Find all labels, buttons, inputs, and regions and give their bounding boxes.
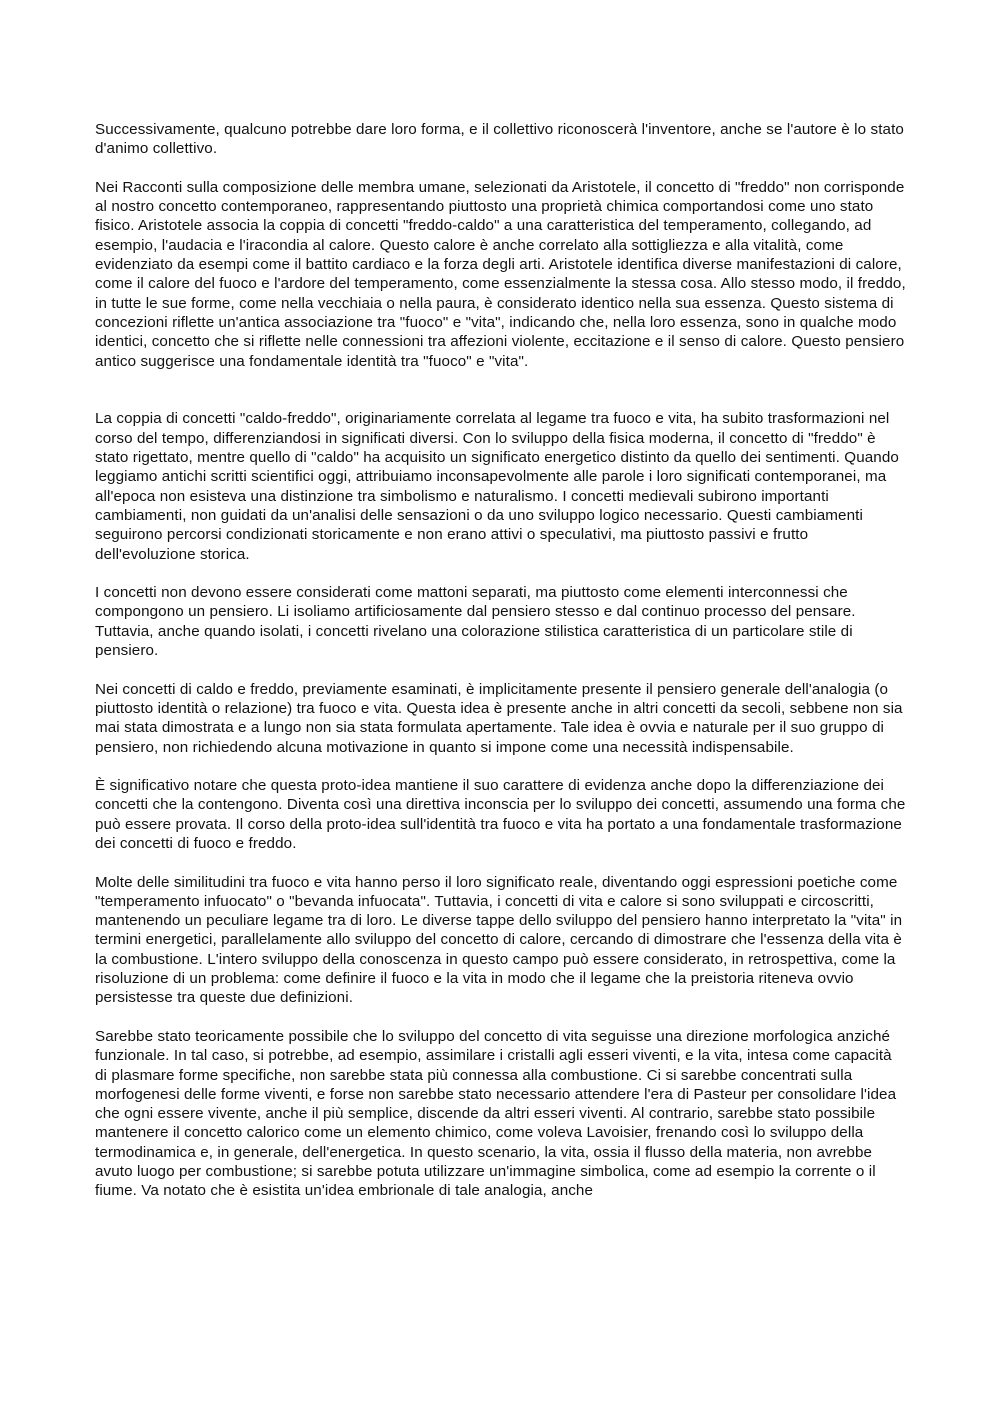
paragraph-2: Nei Racconti sulla composizione delle membra umane, selezionati da Aristotele, il concetto di "freddo" non corrisponde al nostro concetto contemporaneo, rappresentando piuttosto una proprietà chimica comportandosi come uno stato fisico. Aristotele associa la coppia di concetti "freddo-caldo" a una caratteristica del temperamento, collegando, ad esempio, l'audacia e l'iracondia al calore. Questo calore è anche correlato alla sottigliezza e alla vitalità, come evidenziato da esempi come il battito cardiaco e la forza degli arti. Aristotele identifica diverse manifestazioni di calore, come il calore del fuoco e l'ardore del temperamento, come essenzialmente la stessa cosa. Allo stesso modo, il freddo, in tutte le sue forme, come nella vecchiaia o nella paura, è considerato identico nella sua essenza. Questo sistema di concezioni riflette un'antica associazione tra "fuoco" e "vita", indicando che, nella loro essenza, sono in qualche modo identici, concetto che si riflette nelle connessioni tra affezioni violente, eccitazione e il senso di calore. Questo pensiero antico suggerisce una fondamentale identità tra "fuoco" e "vita". — [95, 178, 906, 370]
paragraph-8: Sarebbe stato teoricamente possibile che lo sviluppo del concetto di vita seguisse una direzione morfologica anziché funzionale. In tal caso, si potrebbe, ad esempio, assimilare i cristalli agli esseri viventi, e la vita, intesa come capacità di plasmare forme specifiche, non sarebbe stata più connessa alla combustione. Ci si sarebbe concentrati sulla morfogenesi delle forme viventi, e forse non sarebbe stato necessario attendere l'era di Pasteur per consolidare l'idea che ogni essere vivente, anche il più semplice, discende da altri esseri viventi. Al contrario, sarebbe stato possibile mantenere il concetto calorico come un elemento chimico, come voleva Lavoisier, frenando così lo sviluppo della termodinamica e, in generale, dell'energetica. In questo scenario, la vita, ossia il flusso della materia, non avrebbe avuto luogo per combustione; si sarebbe potuta utilizzare un'immagine simbolica, come ad esempio la corrente o il fiume. Va notato che è esistita un'idea embrionale di tale analogia, anche — [95, 1027, 897, 1200]
paragraph-4: I concetti non devono essere considerati come mattoni separati, ma piuttosto come elementi interconnessi che compongono un pensiero. Li isoliamo artificiosamente dal pensiero stesso e dal continuo processo del pensare. Tuttavia, anche quando isolati, i concetti rivelano una colorazione stilistica caratteristica di un particolare stile di pensiero. — [95, 584, 856, 660]
paragraph-1: Successivamente, qualcuno potrebbe dare loro forma, e il collettivo riconoscerà l'inventore, anche se l'autore è lo stato d'animo collettivo. — [95, 121, 904, 158]
paragraph-5: Nei concetti di caldo e freddo, previamente esaminati, è implicitamente presente il pensiero generale dell'analogia (o piuttosto identità o relazione) tra fuoco e vita. Questa idea è presente anche in altri concetti da secoli, sebbene non sia mai stata dimostrata e a lungo non sia stata formulata apertamente. Tale idea è ovvia e naturale per il suo gruppo di pensiero, non richiedendo alcuna motivazione in quanto si impone come una necessità indispensabile. — [95, 680, 903, 756]
paragraph-6: È significativo notare che questa proto-idea mantiene il suo carattere di evidenza anche dopo la differenziazione dei concetti che la contengono. Diventa così una direttiva inconscia per lo sviluppo dei concetti, assumendo una forma che può essere provata. Il corso della proto-idea sull'identità tra fuoco e vita ha portato a una fondamentale trasformazione dei concetti di fuoco e freddo. — [95, 777, 906, 852]
paragraph-3: La coppia di concetti "caldo-freddo", originariamente correlata al legame tra fuoco e vita, ha subito trasformazioni nel corso del tempo, differenziandosi in significati diversi. Con lo sviluppo della fisica moderna, il concetto di "freddo" è stato rigettato, mentre quello di "caldo" ha acquisito un significato energetico distinto da quello dei sentimenti. Quando leggiamo antichi scritti scientifici oggi, attribuiamo inconsapevolmente alle parole i loro significati contemporanei, ma all'epoca non esisteva una distinzione tra simbolismo e naturalismo. I concetti medievali subirono importanti cambiamenti, non guidati da un'analisi delle sensazioni o da uno sviluppo logico necessario. Questi cambiamenti seguirono percorsi condizionati storicamente e non erano attivi o speculativi, ma piuttosto passivi e frutto dell'evoluzione storica. — [95, 410, 899, 563]
paragraph-7: Molte delle similitudini tra fuoco e vita hanno perso il loro significato reale, diventando oggi espressioni poetiche come "temperamento infuocato" o "bevanda infuocata". Tuttavia, i concetti di vita e calore si sono sviluppati e circoscritti, mantenendo un peculiare legame tra di loro. Le diverse tappe dello sviluppo del pensiero hanno interpretato la "vita" in termini energetici, parallelamente allo sviluppo del concetto di calore, cercando di dimostrare che l'essenza della vita è la combustione. L'intero sviluppo della conoscenza in questo campo può essere considerato, in retrospettiva, come la risoluzione di un problema: come definire il fuoco e la vita in modo che il legame che la preistoria riteneva ovvio persistesse tra queste due definizioni. — [95, 873, 903, 1007]
document-body — [95, 120, 907, 1220]
